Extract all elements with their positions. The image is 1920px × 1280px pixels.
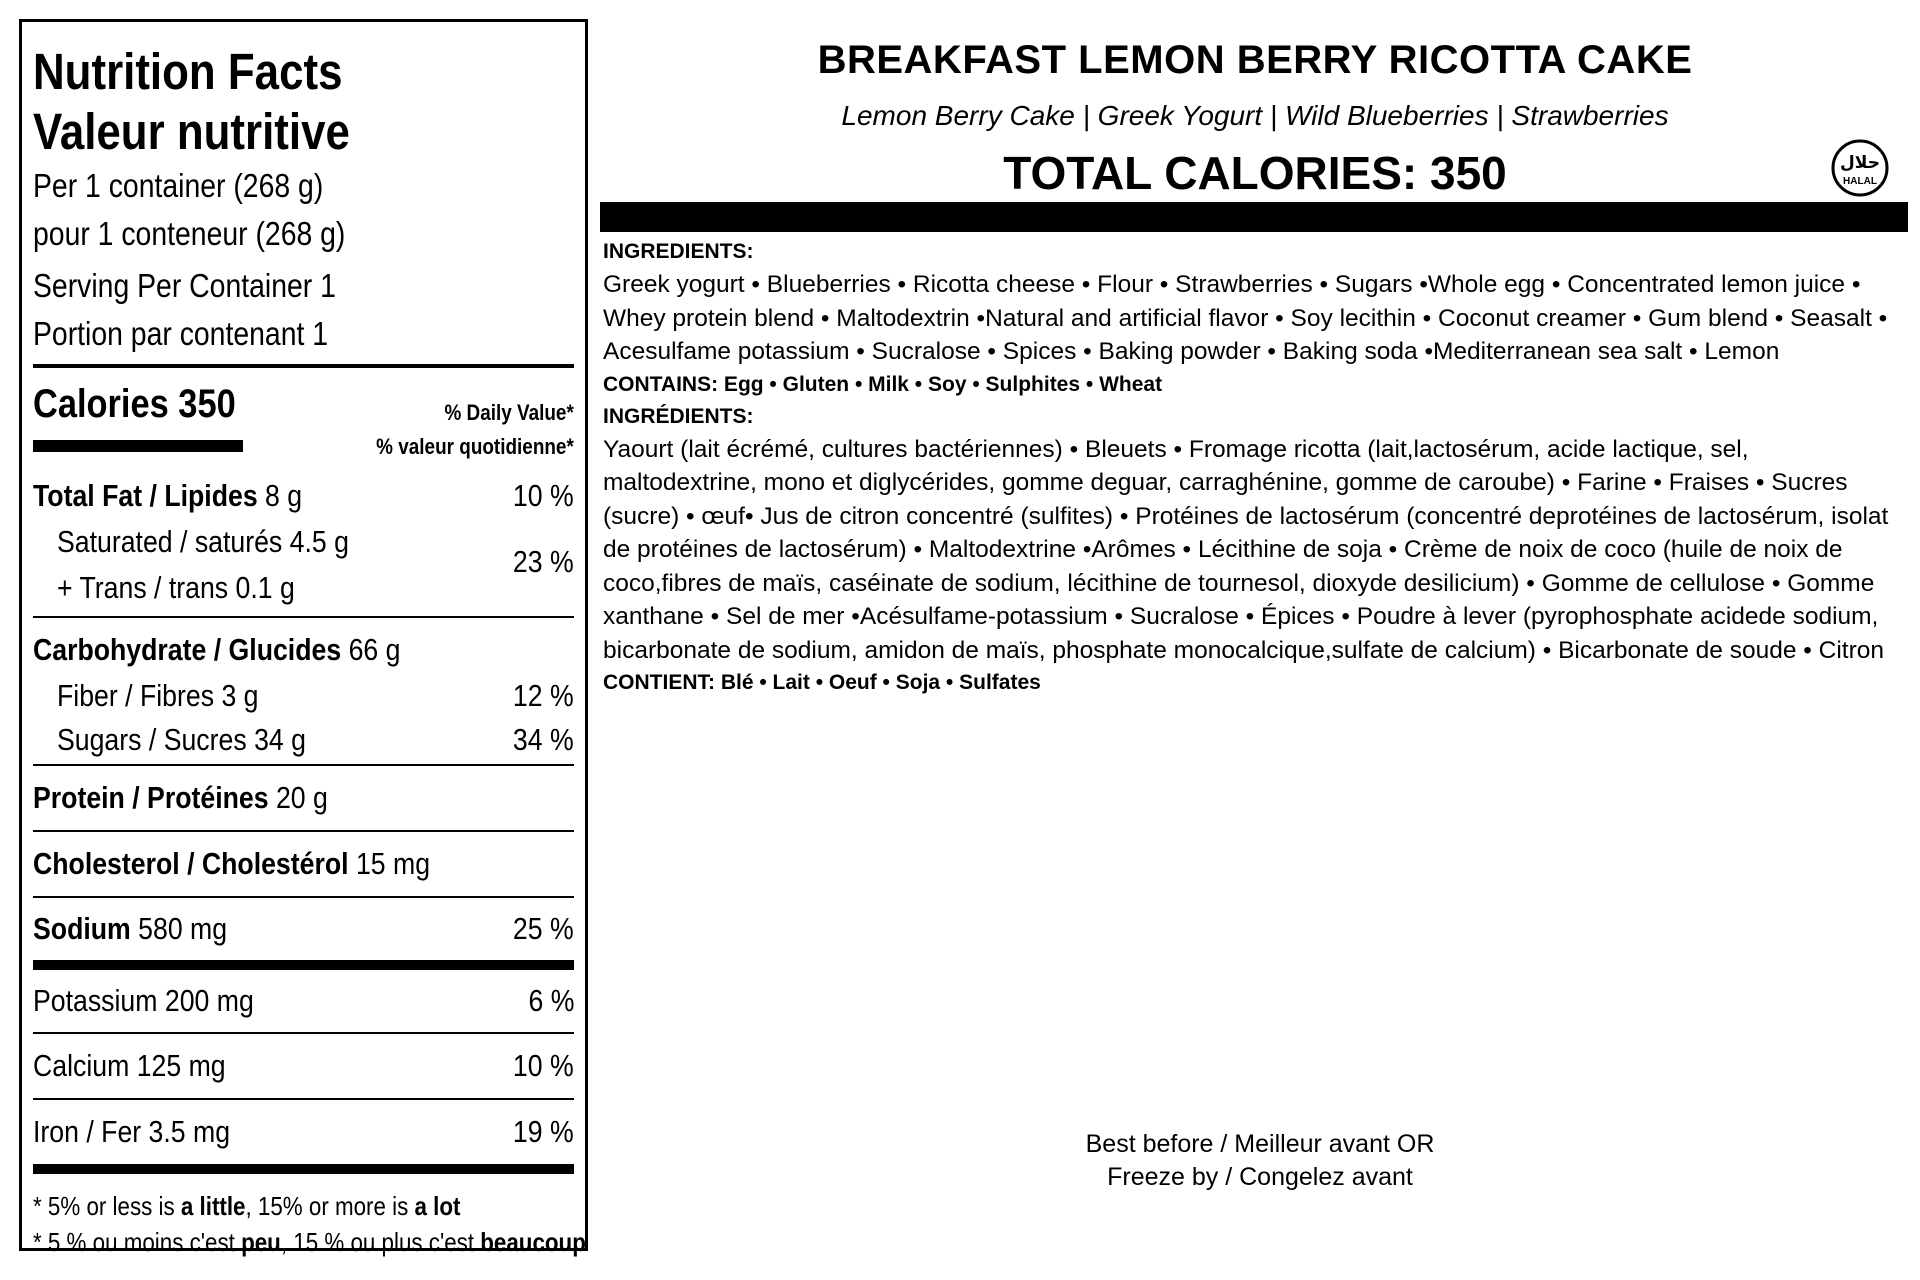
footnote [33,1174,586,1260]
footnote-en: * 5% or less is a little, 15% or more is a lot [33,1191,461,1221]
iron-pct: 19 % [513,1114,574,1149]
ingredients-heading-en: INGREDIENTS: [603,240,754,263]
iron-label: Iron / Fer 3.5 mg [33,1114,231,1149]
fat-section [33,468,574,616]
daily-value-header-fr: % valeur quotidienne* [376,434,574,459]
sodium-label: Sodium [33,911,131,946]
best-before-line: Best before / Meilleur avant OR [1085,1130,1435,1158]
halal-icon [1830,138,1890,198]
saturated-fat-label: Saturated / saturés 4.5 g [57,524,349,559]
serving-size-en: Per 1 container (268 g) [33,167,324,204]
sugars-label: Sugars / Sucres 34 g [57,722,306,757]
nutrition-facts-panel [19,19,588,1257]
header-black-bar [600,202,1908,232]
potassium-pct: 6 % [528,983,574,1018]
svg-text:HALAL: HALAL [1843,176,1877,187]
cholesterol-amount: 15 mg [348,846,431,881]
saturated-trans-pct: 23 % [513,544,574,579]
sugars-pct: 34 % [513,722,574,757]
calcium-label: Calcium 125 mg [33,1048,226,1083]
total-calories: TOTAL CALORIES: 350 [1003,147,1507,199]
calcium-row [33,1044,574,1088]
sodium-amount: 580 mg [130,911,228,946]
calories-section [33,368,574,468]
carbohydrate-row [33,628,574,672]
total-fat-amount: 8 g [257,478,303,513]
calories-label: Calories 350 [33,382,236,426]
trans-fat-row [33,566,574,610]
potassium-label: Potassium 200 mg [33,983,254,1018]
sodium-section [33,898,574,960]
cholesterol-label: Cholesterol / Cholestérol [33,846,349,881]
protein-label: Protein / Protéines [33,780,269,815]
cholesterol-row [33,842,574,886]
fiber-label: Fiber / Fibres 3 g [57,678,259,713]
contains-en: CONTAINS: Egg • Gluten • Milk • Soy • Sulphites • Wheat [603,372,1163,396]
ingredients-heading-fr: INGRÉDIENTS: [603,404,754,428]
protein-amount: 20 g [268,780,328,815]
iron-section [33,1100,574,1164]
sodium-pct: 25 % [513,911,574,946]
product-title: BREAKFAST LEMON BERRY RICOTTA CAKE [817,38,1693,82]
potassium-row [33,979,574,1023]
carbohydrate-amount: 66 g [341,632,401,667]
freeze-by-line: Freeze by / Congelez avant [1107,1163,1413,1191]
carbohydrate-section [33,618,574,764]
sodium-row [33,907,574,951]
divider-thick [33,1164,574,1174]
total-fat-label: Total Fat / Lipides [33,478,258,513]
ingredients-text-en: Greek yogurt • Blueberries • Ricotta cheese • Flour • Strawberries • Sugars •Whole egg • Concentrated lemon juice • Whey protein blend • Maltodextrin •Natural and artificial flavor • Soy lecithin • Coconut creamer • Gum blend • Seasalt • Acesulfame potassium • Sucralose • Spices • Baking powder • Baking soda •Mediterranean sea salt • Lemon [603,271,1888,365]
fiber-row [33,674,574,718]
fiber-pct: 12 % [513,678,574,713]
calcium-section [33,1034,574,1098]
best-before [1000,1128,1520,1194]
servings-per-container-en: Serving Per Container 1 [33,267,336,304]
daily-value-header [376,396,574,464]
cholesterol-section [33,832,574,896]
saturated-fat-row [33,520,574,564]
contains-fr: CONTIENT: Blé • Lait • Oeuf • Soja • Sulfates [603,671,1041,694]
divider-thick [33,960,574,970]
iron-row [33,1110,574,1154]
total-fat-row [33,474,574,518]
potassium-section [33,970,574,1032]
protein-row [33,776,574,820]
serving-size-fr: pour 1 conteneur (268 g) [33,215,346,252]
ingredients-section [603,236,1908,699]
calcium-pct: 10 % [513,1048,574,1083]
servings-per-container-fr: Portion par contenant 1 [33,315,329,352]
carbohydrate-label: Carbohydrate / Glucides [33,632,342,667]
footnote-fr: * 5 % ou moins c'est peu, 15 % ou plus c'est beaucoup [33,1227,586,1257]
nutrition-title-fr: Valeur nutritive [33,103,350,160]
nutrition-title-en: Nutrition Facts [33,43,343,100]
sugars-row [33,718,574,762]
daily-value-header-en: % Daily Value* [444,400,574,425]
calories-bar [33,440,243,452]
ingredients-text-fr: Yaourt (lait écrémé, cultures bactériennes) • Bleuets • Fromage ricotta (lait,lactosérum, acide lactique, sel, maltodextrine, mono et diglycérides, gomme deguar, carraghénine, gomme de caroube) • Farine • Fraises • Sucres (sucre) • œuf• Jus de citron concentré (sulfites) • Protéines de lactosérum (concentré deprotéines de lactosérum, isolat de protéines de lactosérum) • Maltodextrine •Arômes • Lécithine de soja • Crème de noix de coco (huile de noix de coco,fibres de maïs, caséinate de sodium, lécithine de tournesol, dioxyde desilicium) • Gomme de cellulose • Gomme xanthane • Sel de mer •Acésulfame-potassium • Sucralose • Épices • Poudre à lever (pyrophosphate acidede sodium, bicarbonate de sodium, amidon de maïs, phosphate monocalcique,sulfate de calcium) • Bicarbonate de soude • Citron [603,435,1889,664]
total-fat-pct: 10 % [513,478,574,513]
svg-text:حلال: حلال [1840,153,1880,173]
protein-section [33,766,574,830]
product-subtitle: Lemon Berry Cake | Greek Yogurt | Wild Blueberries | Strawberries [841,100,1669,131]
trans-fat-label: + Trans / trans 0.1 g [57,570,295,605]
